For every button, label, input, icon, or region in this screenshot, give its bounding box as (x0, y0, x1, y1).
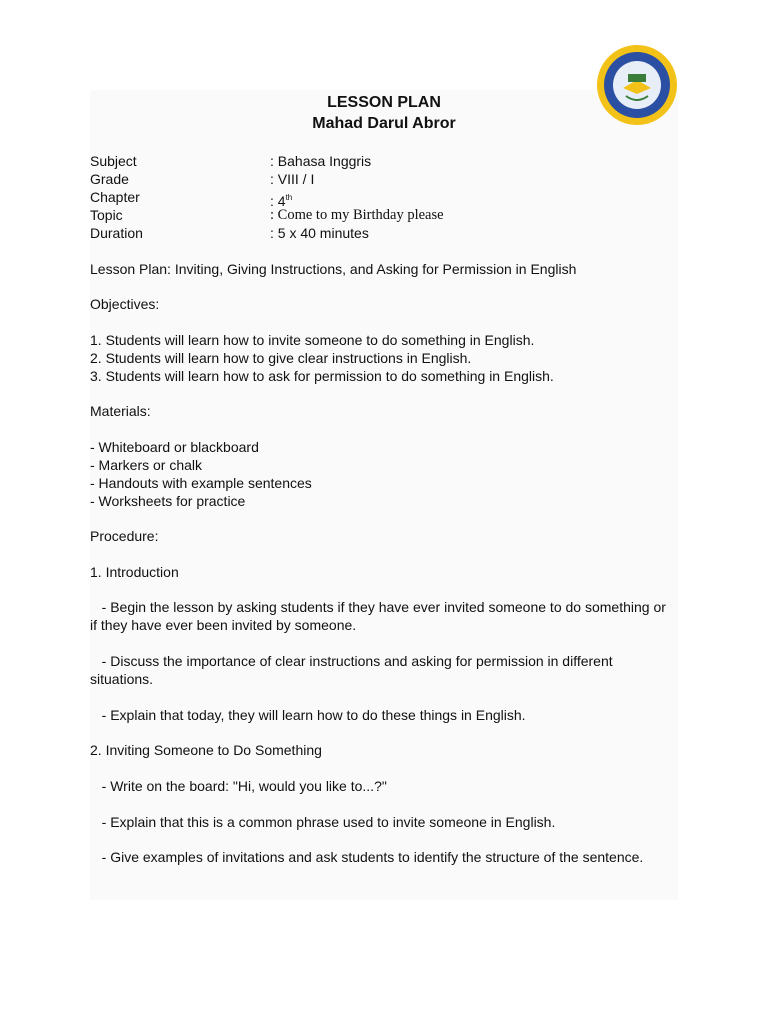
step-paragraph: - Give examples of invitations and ask students to identify the structure of the sentence. (90, 849, 644, 865)
info-label-duration: Duration (90, 225, 143, 241)
lesson-plan-title: Lesson Plan: Inviting, Giving Instructions, and Asking for Permission in English (90, 261, 577, 277)
chapter-number: : 4 (270, 193, 286, 209)
info-value-grade: : VIII / I (270, 171, 315, 187)
school-logo (596, 44, 678, 126)
material-item: - Worksheets for practice (90, 493, 246, 509)
info-value-topic: : Come to my Birthday please (270, 207, 444, 223)
step-paragraph: - Discuss the importance of clear instructions and asking for permission in different situations. (90, 653, 617, 687)
objective-item: 1. Students will learn how to invite someone to do something in English. (90, 332, 535, 348)
procedure-heading: Procedure: (90, 528, 159, 544)
materials-heading: Materials: (90, 403, 151, 419)
step-paragraph: - Begin the lesson by asking students if they have ever invited someone to do something or if they have ever been invited by someone. (90, 599, 670, 633)
step-heading: 1. Introduction (90, 564, 179, 580)
material-item: - Markers or chalk (90, 457, 203, 473)
info-value-subject: : Bahasa Inggris (270, 153, 372, 169)
doc-title: LESSON PLAN (327, 94, 441, 111)
step-paragraph: - Explain that today, they will learn how to do these things in English. (90, 707, 526, 723)
chapter-suffix: th (285, 193, 293, 202)
info-value-duration: : 5 x 40 minutes (270, 225, 369, 241)
step-heading: 2. Inviting Someone to Do Something (90, 742, 322, 758)
material-item: - Handouts with example sentences (90, 475, 312, 491)
info-label-subject: Subject (90, 153, 137, 169)
info-label-topic: Topic (90, 207, 123, 223)
material-item: - Whiteboard or blackboard (90, 439, 259, 455)
school-name: Mahad Darul Abror (312, 115, 456, 132)
info-label-grade: Grade (90, 171, 129, 187)
step-paragraph: - Explain that this is a common phrase used to invite someone in English. (90, 814, 556, 830)
step-paragraph: - Write on the board: "Hi, would you like to...?" (90, 778, 387, 794)
objectives-heading: Objectives: (90, 296, 160, 312)
objective-item: 3. Students will learn how to ask for permission to do something in English. (90, 368, 554, 384)
objective-item: 2. Students will learn how to give clear instructions in English. (90, 350, 472, 366)
info-label-chapter: Chapter (90, 189, 140, 205)
